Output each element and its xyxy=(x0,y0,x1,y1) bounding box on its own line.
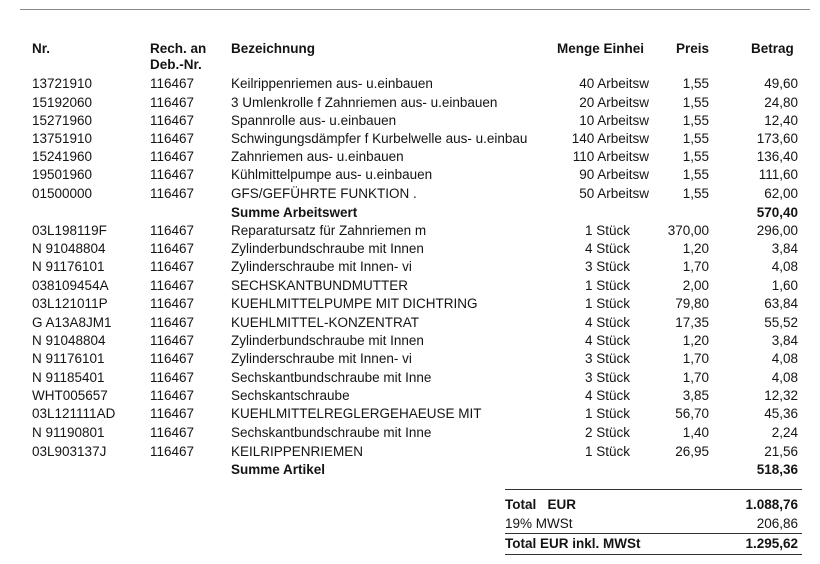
table-row xyxy=(0,404,820,423)
item-price: 1,70 xyxy=(682,259,709,274)
item-amount: 24,80 xyxy=(764,95,798,110)
item-number: 15241960 xyxy=(32,149,93,164)
table-row xyxy=(0,349,820,368)
debtor-number: 116467 xyxy=(150,370,195,385)
item-quantity: 4 Stück xyxy=(584,333,630,348)
item-number: 03L121011P xyxy=(32,296,108,311)
item-amount: 2,24 xyxy=(771,425,798,440)
item-number: 19501960 xyxy=(32,167,93,182)
table-row xyxy=(0,368,820,387)
item-quantity: 1 Stück xyxy=(584,278,630,293)
item-price: 1,55 xyxy=(682,149,709,164)
item-number: WHT005657 xyxy=(32,388,108,403)
item-description: Zylinderbundschraube mit Innen xyxy=(231,241,424,256)
header-menge-einheit: Menge Einhei xyxy=(557,41,645,56)
debtor-number: 116467 xyxy=(150,113,195,128)
debtor-number: 116467 xyxy=(150,425,195,440)
item-price: 1,55 xyxy=(682,95,709,110)
item-price: 1,55 xyxy=(682,167,709,182)
item-amount: 136,40 xyxy=(756,149,798,164)
item-quantity: 2 Stück xyxy=(584,425,630,440)
item-quantity: 3 Stück xyxy=(584,370,630,385)
item-description: Zylinderbundschraube mit Innen xyxy=(231,333,424,348)
item-quantity: 20 Arbeitsw xyxy=(579,95,649,110)
item-number: 15271960 xyxy=(32,113,93,128)
parts-sum-amount: 518,36 xyxy=(756,462,798,477)
labor-sum-label: Summe Arbeitswert xyxy=(231,205,358,220)
item-number: G A13A8JM1 xyxy=(32,315,112,330)
table-row xyxy=(0,423,820,442)
labor-sum-amount: 570,40 xyxy=(756,205,798,220)
debtor-number: 116467 xyxy=(150,186,195,201)
item-price: 1,40 xyxy=(682,425,709,440)
item-amount: 12,40 xyxy=(764,113,798,128)
item-description: Sechskantbundschraube mit Inne xyxy=(231,425,432,440)
item-amount: 4,08 xyxy=(771,370,798,385)
item-price: 1,20 xyxy=(682,333,709,348)
table-row xyxy=(0,93,820,112)
table-row xyxy=(0,111,820,130)
item-description: KEILRIPPENRIEMEN xyxy=(231,444,364,459)
debtor-number: 116467 xyxy=(150,406,195,421)
item-quantity: 50 Arbeitsw xyxy=(579,186,649,201)
item-number: N 91185401 xyxy=(32,370,105,385)
item-price: 1,70 xyxy=(682,351,709,366)
item-quantity: 4 Stück xyxy=(584,315,630,330)
item-quantity: 40 Arbeitsw xyxy=(579,76,649,91)
table-row xyxy=(0,147,820,166)
item-description: Schwingungsdämpfer f Kurbelwelle aus- u.einbau xyxy=(231,131,528,146)
item-description: Reparatursatz für Zahnriemen m xyxy=(231,223,427,238)
totals-mid-rule xyxy=(505,533,802,534)
header-preis: Preis xyxy=(676,41,710,56)
item-price: 3,85 xyxy=(682,388,709,403)
header-bezeichnung: Bezeichnung xyxy=(231,41,316,56)
debtor-number: 116467 xyxy=(150,76,195,91)
item-description: GFS/GEFÜHRTE FUNKTION . xyxy=(231,186,417,201)
item-price: 2,00 xyxy=(682,278,709,293)
total-label: Total EUR xyxy=(505,497,577,512)
table-row xyxy=(0,294,820,313)
item-number: N 91176101 xyxy=(32,351,105,366)
item-number: 03L198119F xyxy=(32,223,107,238)
debtor-number: 116467 xyxy=(150,167,195,182)
item-amount: 62,00 xyxy=(764,186,798,201)
item-number: 03L121111AD xyxy=(32,406,116,421)
header-rech-deb: Rech. an Deb.-Nr. xyxy=(150,41,207,72)
table-row xyxy=(0,221,820,240)
item-description: 3 Umlenkrolle f Zahnriemen aus- u.einbauen xyxy=(231,95,498,110)
header-nr: Nr. xyxy=(32,41,51,56)
item-price: 1,55 xyxy=(682,186,709,201)
item-quantity: 90 Arbeitsw xyxy=(579,167,649,182)
item-amount: 296,00 xyxy=(756,223,798,238)
item-description: SECHSKANTBUNDMUTTER xyxy=(231,278,409,293)
vat-label: 19% MWSt xyxy=(505,516,573,531)
debtor-number: 116467 xyxy=(150,241,195,256)
item-quantity: 3 Stück xyxy=(584,351,630,366)
table-row xyxy=(0,313,820,332)
total-amount: 1.088,76 xyxy=(745,497,798,512)
item-price: 1,70 xyxy=(682,370,709,385)
table-row xyxy=(0,276,820,295)
item-quantity: 1 Stück xyxy=(584,223,630,238)
item-amount: 55,52 xyxy=(764,315,798,330)
item-amount: 12,32 xyxy=(764,388,798,403)
item-number: 03L903137J xyxy=(32,444,107,459)
item-price: 56,70 xyxy=(675,406,709,421)
header-betrag: Betrag xyxy=(751,41,794,56)
item-number: 01500000 xyxy=(32,186,93,201)
parts-sum-label: Summe Artikel xyxy=(231,462,326,477)
table-row xyxy=(0,331,820,350)
item-price: 1,55 xyxy=(682,76,709,91)
item-description: KUEHLMITTEL-KONZENTRAT xyxy=(231,315,420,330)
table-row xyxy=(0,257,820,276)
parts-sum-row xyxy=(0,460,820,479)
item-number: N 91048804 xyxy=(32,241,106,256)
item-amount: 1,60 xyxy=(771,278,798,293)
debtor-number: 116467 xyxy=(150,131,195,146)
item-description: KUEHLMITTELREGLERGEHAEUSE MIT xyxy=(231,406,482,421)
item-quantity: 1 Stück xyxy=(584,406,630,421)
item-amount: 45,36 xyxy=(764,406,798,421)
debtor-number: 116467 xyxy=(150,95,195,110)
item-price: 1,55 xyxy=(682,131,709,146)
item-description: Zylinderschraube mit Innen- vi xyxy=(231,259,412,274)
item-number: 13721910 xyxy=(32,76,93,91)
item-description: Sechskantschraube xyxy=(231,388,350,403)
gross-total-amount: 1.295,62 xyxy=(745,536,798,551)
item-quantity: 1 Stück xyxy=(584,296,630,311)
table-row xyxy=(0,442,820,461)
item-amount: 4,08 xyxy=(771,351,798,366)
item-amount: 3,84 xyxy=(771,241,798,256)
item-amount: 4,08 xyxy=(771,259,798,274)
item-amount: 49,60 xyxy=(764,76,798,91)
item-number: 15192060 xyxy=(32,95,93,110)
debtor-number: 116467 xyxy=(150,223,195,238)
vat-amount: 206,86 xyxy=(756,516,798,531)
table-row xyxy=(0,386,820,405)
item-number: 13751910 xyxy=(32,131,93,146)
item-amount: 21,56 xyxy=(764,444,798,459)
item-price: 1,20 xyxy=(682,241,709,256)
item-quantity: 4 Stück xyxy=(584,241,630,256)
item-price: 17,35 xyxy=(675,315,709,330)
item-amount: 63,84 xyxy=(764,296,798,311)
item-number: 038109454A xyxy=(32,278,109,293)
labor-sum-row xyxy=(0,203,820,222)
item-quantity: 3 Stück xyxy=(584,259,630,274)
item-description: Sechskantbundschraube mit Inne xyxy=(231,370,432,385)
item-number: N 91176101 xyxy=(32,259,105,274)
debtor-number: 116467 xyxy=(150,278,195,293)
debtor-number: 116467 xyxy=(150,333,195,348)
item-description: KUEHLMITTELPUMPE MIT DICHTRING xyxy=(231,296,478,311)
item-price: 370,00 xyxy=(667,223,709,238)
debtor-number: 116467 xyxy=(150,296,195,311)
totals-top-rule xyxy=(505,489,802,490)
gross-total-label: Total EUR inkl. MWSt xyxy=(505,536,641,551)
table-row xyxy=(0,74,820,93)
table-row xyxy=(0,165,820,184)
item-quantity: 140 Arbeitsw xyxy=(571,131,649,146)
table-row xyxy=(0,184,820,203)
table-row xyxy=(0,239,820,258)
item-number: N 91190801 xyxy=(32,425,105,440)
debtor-number: 116467 xyxy=(150,351,195,366)
item-amount: 111,60 xyxy=(758,167,798,182)
item-price: 26,95 xyxy=(675,444,709,459)
item-quantity: 1 Stück xyxy=(584,444,630,459)
item-description: Zahnriemen aus- u.einbauen xyxy=(231,149,404,164)
item-description: Spannrolle aus- u.einbauen xyxy=(231,113,397,128)
table-row xyxy=(0,129,820,148)
item-description: Keilrippenriemen aus- u.einbauen xyxy=(231,76,433,91)
item-number: N 91048804 xyxy=(32,333,106,348)
item-description: Kühlmittelpumpe aus- u.einbauen xyxy=(231,167,433,182)
item-amount: 3,84 xyxy=(771,333,798,348)
totals-bottom-rule xyxy=(505,554,802,555)
item-description: Zylinderschraube mit Innen- vi xyxy=(231,351,412,366)
item-price: 79,80 xyxy=(675,296,709,311)
item-price: 1,55 xyxy=(682,113,709,128)
debtor-number: 116467 xyxy=(150,315,195,330)
top-rule xyxy=(20,9,810,10)
debtor-number: 116467 xyxy=(150,388,195,403)
debtor-number: 116467 xyxy=(150,259,195,274)
debtor-number: 116467 xyxy=(150,149,195,164)
debtor-number: 116467 xyxy=(150,444,195,459)
item-quantity: 4 Stück xyxy=(584,388,630,403)
item-amount: 173,60 xyxy=(756,131,798,146)
item-quantity: 110 Arbeitsw xyxy=(572,149,649,164)
item-quantity: 10 Arbeitsw xyxy=(579,113,649,128)
